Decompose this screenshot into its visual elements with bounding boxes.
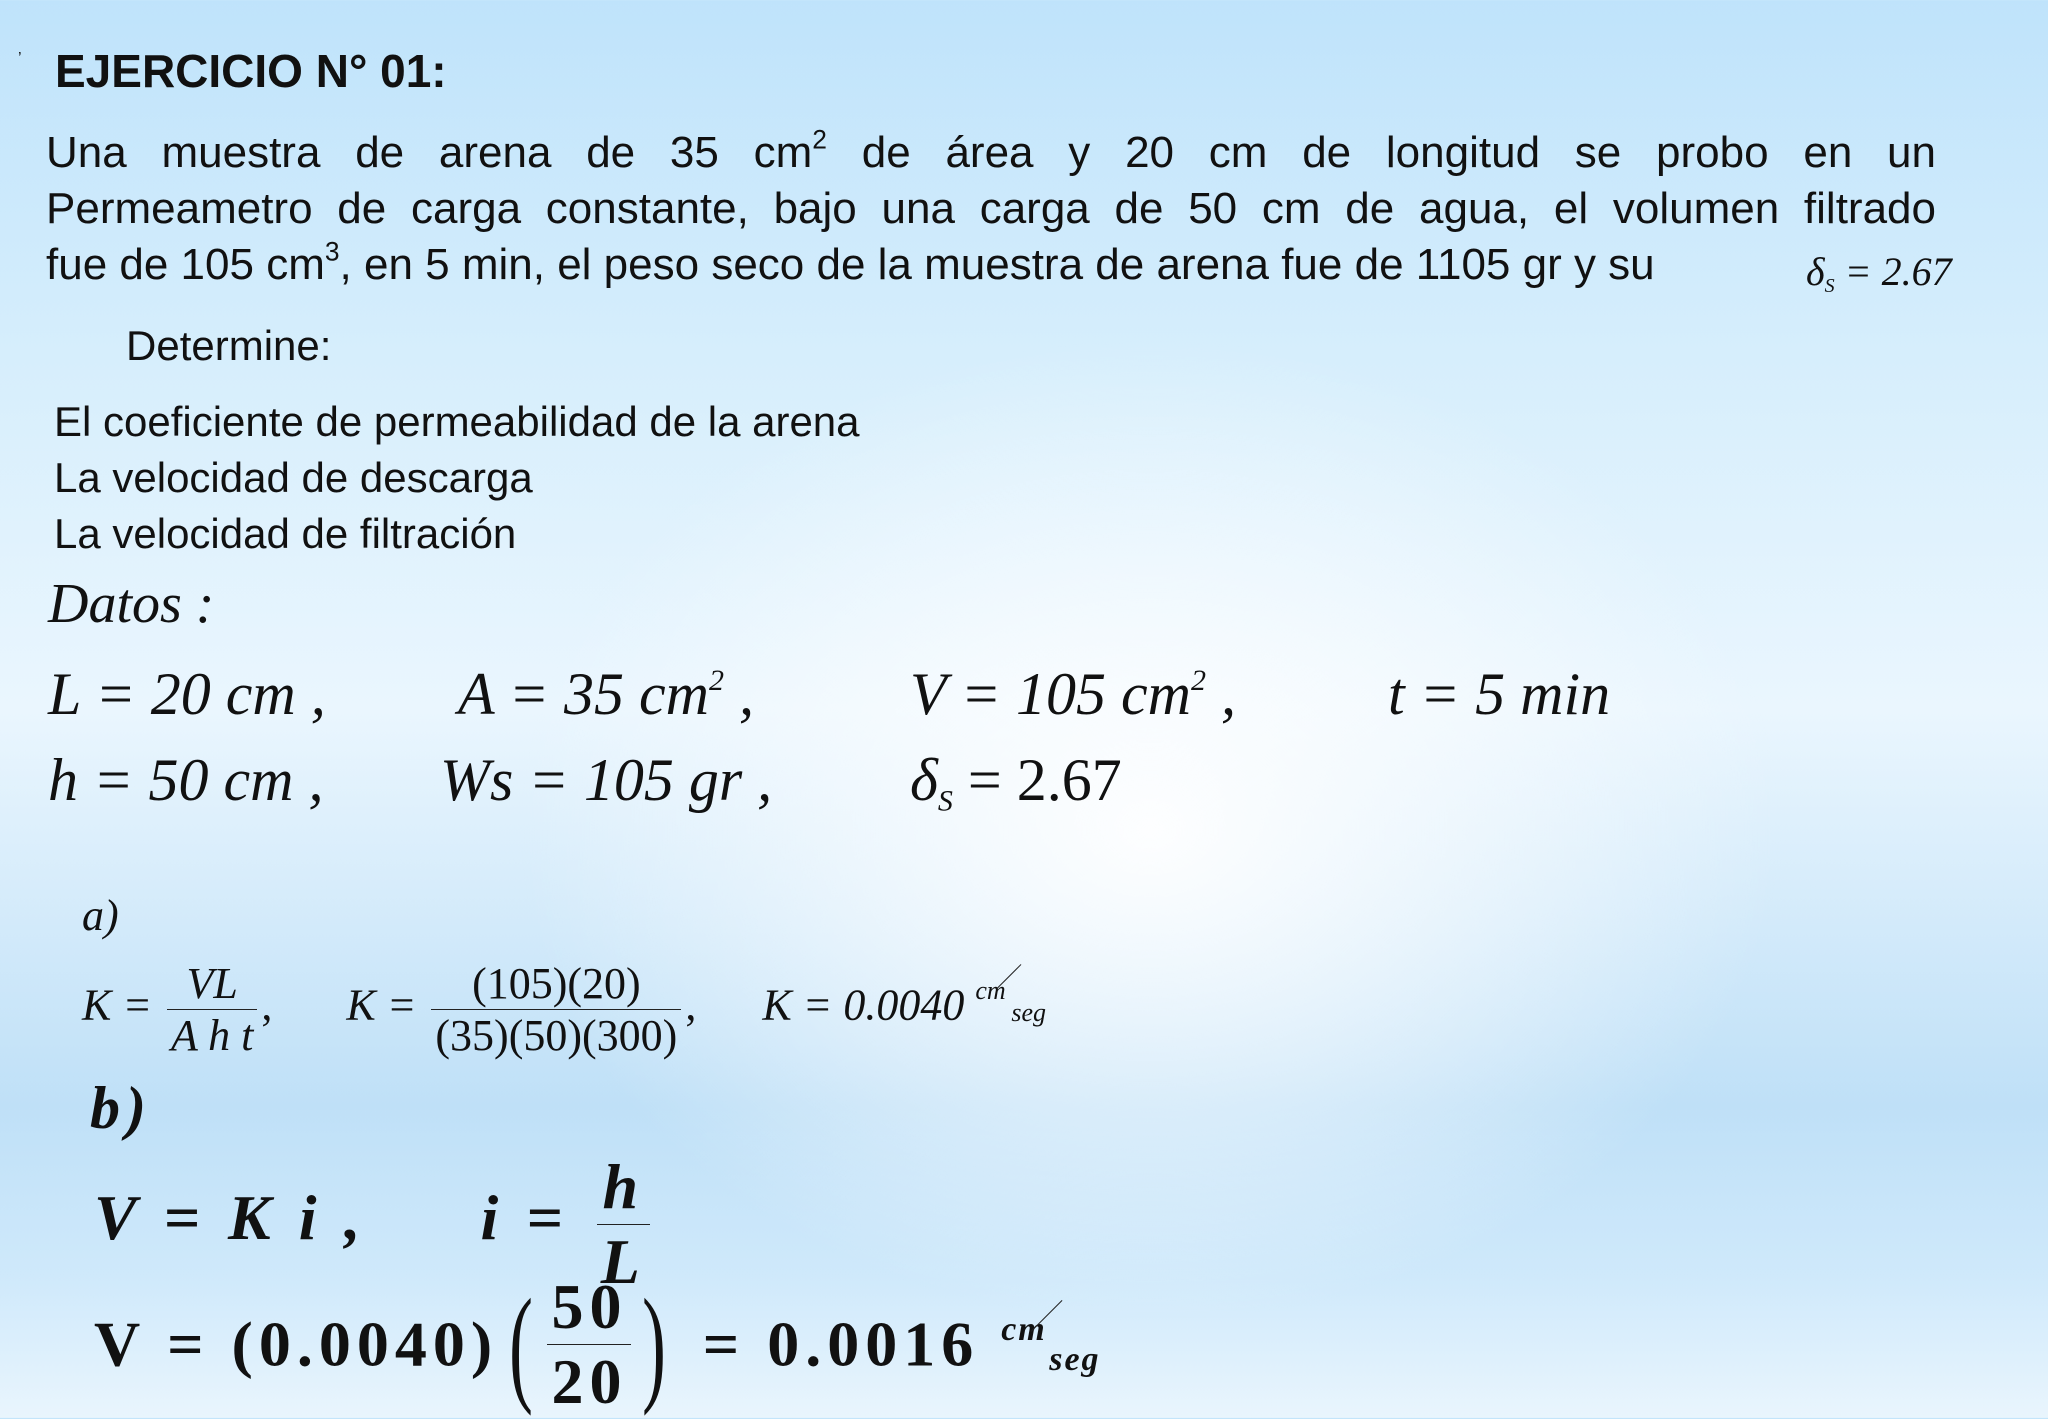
part-b-equation-2: V = (0.0040)( $\frac{50}{20}$ ) = 0.0016 cm seg bbox=[94, 1270, 1111, 1419]
problem-line-2: Permeametro de carga constante, bajo una carga de 50 cm de agua, el volumen filtrado bbox=[46, 184, 1936, 233]
data-head: h = 50 cm , bbox=[48, 747, 324, 813]
data-specific-gravity: $\delta_S = 2.67$ bbox=[910, 747, 1122, 818]
data-volume: V = 105 $cm^2$ , bbox=[910, 661, 1237, 727]
exercise-title: EJERCICIO N° 01: bbox=[55, 45, 447, 97]
specific-gravity-inline: $\delta_S = 2.67$ bbox=[1806, 249, 1952, 297]
data-length: L = 20 cm , bbox=[48, 661, 326, 727]
part-a-label: a) bbox=[82, 891, 119, 940]
datos-label: Datos : bbox=[48, 573, 215, 635]
question-3: La velocidad de filtración bbox=[54, 510, 517, 557]
gradient-values-fraction: $\frac{50}{20}$ bbox=[547, 1270, 631, 1419]
hydraulic-gradient-fraction: $\frac{h}{L}$ bbox=[597, 1150, 650, 1299]
problem-line-1: Una muestra de arena de 35 $cm^2$ de área y 20 cm de longitud se probo en un bbox=[46, 124, 1936, 177]
velocity-unit: cm seg bbox=[1001, 1317, 1111, 1373]
data-time: t = 5 min bbox=[1388, 661, 1611, 727]
k-substitution-fraction: $\frac{(105)(20)}{(35)(50)(300)}$ bbox=[431, 958, 681, 1061]
stray-mark: ’ bbox=[18, 50, 22, 67]
k-formula-fraction: $\frac{VL}{\text{A h t}}$ bbox=[167, 958, 257, 1061]
determine-label: Determine: bbox=[126, 322, 332, 369]
part-b-label: b) bbox=[90, 1075, 152, 1141]
data-dry-weight: Ws = 105 gr , bbox=[440, 747, 773, 813]
part-a-equations: K = $\frac{VL}{\text{A h t}}$ , K = $\frac{(105)(20)}{(35)(50)(300)}$ , K = 0.0040 cm seg bbox=[82, 958, 1065, 1061]
question-2: La velocidad de descarga bbox=[54, 454, 533, 501]
problem-line-3: fue de 105 $cm^3$, en 5 min, el peso seco de la muestra de arena fue de 1105 gr y su bbox=[46, 236, 1655, 289]
data-area: A = 35 $cm^2$ , bbox=[458, 661, 755, 727]
part-b-equation-1: V = K i , i = $\frac{h}{L}$ bbox=[94, 1150, 650, 1299]
question-1: El coeficiente de permeabilidad de la arena bbox=[54, 398, 860, 445]
permeability-unit: cm seg bbox=[975, 982, 1065, 1026]
